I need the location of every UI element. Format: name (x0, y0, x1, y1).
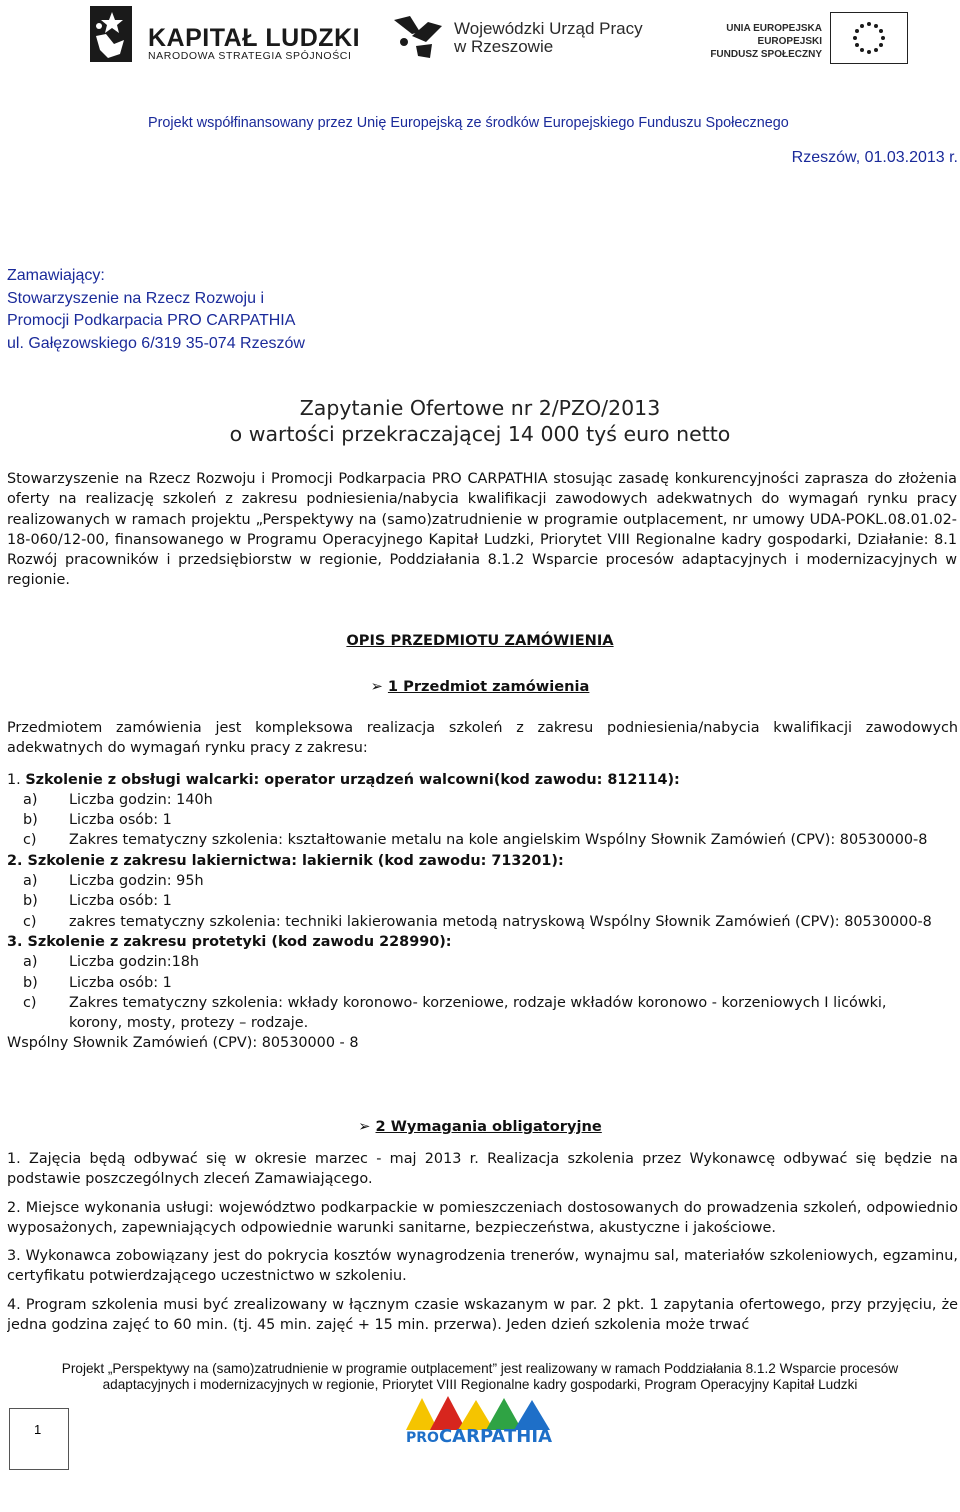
wup-logo-line1: Wojewódzki Urząd Pracy (454, 19, 643, 38)
subitem-label: c) (23, 994, 37, 1011)
document-date: Rzeszów, 01.03.2013 r. (791, 149, 958, 166)
ue-logo-line3: FUNDUSZ SPOŁECZNY (710, 49, 822, 60)
section-marker-icon: ➢ (370, 678, 383, 695)
ue-logo-line1: UNIA EUROPEJSKA (726, 23, 822, 34)
contracting-address: ul. Gałęzowskiego 6/319 35-074 Rzeszów (7, 334, 305, 352)
footer-line1: Projekt „Perspektywy na (samo)zatrudnienie w programie outplacement” jest realizowany w ramach Poddziałania 8.1.2 Wsparcie procesów (61, 1361, 899, 1376)
training-item-heading: Szkolenie z zakresu protetyki (kod zawodu 228990): (27, 933, 452, 950)
contracting-label: Zamawiający: (7, 267, 105, 284)
training-subitem (7, 830, 958, 850)
section2-body (7, 1149, 958, 1335)
contracting-name-line1: Stowarzyszenie na Rzecz Rozwoju i (7, 289, 264, 307)
subitem-text: Liczba godzin: 95h (69, 873, 204, 890)
subitem-label: b) (23, 974, 38, 991)
subitem-text: Liczba osób: 1 (69, 893, 172, 910)
kapital-ludzki-logo-subtitle: NARODOWA STRATEGIA SPÓJNOŚCI (148, 50, 352, 62)
training-item-heading: Szkolenie z zakresu lakiernictwa: lakiernik (kod zawodu: 713201): (27, 852, 564, 869)
subitem-label: a) (23, 954, 38, 971)
requirement-paragraph: 4. Program szkolenia musi być zrealizowany w łącznym czasie wskazanym w par. 2 pkt. 1 zapytania ofertowego, przy przyjęciu, że jedna godzina zajęć to 60 min. (tj. 45 min. zajęć + 15 min. przerwa). Jeden dzień szkolenia może trwać (7, 1296, 958, 1334)
ue-logo-text (690, 22, 822, 61)
footer-line2: adaptacyjnych i modernizacyjnych w regionie, Priorytet VIII Regionalne kadry gospodarki, Program Operacyjny Kapitał Ludzki (102, 1377, 858, 1392)
subitem-text: Zakres tematyczny szkolenia: wkłady koronowo- korzeniowe, rodzaje wkładów koronowo - korzeniowych I licówki, korony, mosty, protezy – rodzaje. (69, 994, 887, 1032)
document-title-line2: o wartości przekraczającej 14 000 tyś euro netto (229, 422, 731, 446)
document-title-line1: Zapytanie Ofertowe nr 2/PZO/2013 (299, 396, 661, 420)
opis-heading-text: OPIS PRZEDMIOTU ZAMÓWIENIA (346, 632, 614, 649)
training-item-number: 2. (7, 852, 23, 869)
section1-heading-text: 1 Przedmiot zamówienia (387, 678, 590, 695)
training-item-number: 1. (7, 771, 21, 788)
requirement-paragraph: 2. Miejsce wykonania usługi: województwo podkarpackie w pomieszczeniach dostosowanych do prowadzenia szkoleń, odpowiednio wyposażonych, zapewniających odpowiednie warunki sanitarne, bezpieczeństwa, akustyczne i jakościowe. (7, 1199, 958, 1236)
section2-heading-text: 2 Wymagania obligatoryjne (375, 1118, 602, 1135)
contracting-authority (7, 265, 427, 355)
training-subitem (7, 973, 958, 993)
wup-logo-line2: w Rzeszowie (454, 37, 554, 56)
section1-lead: Przedmiotem zamówienia jest kompleksowa realizacja szkoleń z zakresu podniesienia/nabycia kwalifikacji zawodowych adekwatnych do wymagań rynku pracy z zakresu: (7, 720, 958, 757)
subitem-label: a) (23, 791, 38, 808)
subitem-label: b) (23, 893, 38, 910)
training-subitem (7, 912, 958, 932)
kapital-ludzki-logo-title: KAPITAŁ LUDZKI (148, 24, 361, 52)
intro-paragraph: Stowarzyszenie na Rzecz Rozwoju i Promocji Podkarpacia PRO CARPATHIA stosując zasadę konkurencyjności zaprasza do złożenia oferty na realizację szkoleń z zakresu podniesienia/nabycia kwalifikacji zawodowych adekwatnych do wymagań rynku pracy realizowanych w ramach projektu „Perspektywy na (samo)zatrudnienie w programie outplacement, nr umowy UDA-POKL.08.01.02-18-060/12-00, finansowanego w Programu Operacyjnego Kapitał Ludzki, Priorytet VIII Regionalne kadry gospodarki, Działanie: 8.1 Rozwój pracowników i przedsiębiorstw w regionie, Poddziałania 8.1.2 Wsparcie procesów adaptacyjnych i modernizacyjnych w regionie. (7, 471, 957, 589)
subitem-label: c) (23, 913, 37, 930)
training-subitem (7, 790, 958, 810)
training-item-heading: Szkolenie z obsługi walcarki: operator urządzeń walcowni(kod zawodu: 812114): (25, 771, 680, 788)
section2-heading (0, 1118, 960, 1135)
section1-cpv: Wspólny Słownik Zamówień (CPV): 80530000 - 8 (7, 1035, 359, 1052)
document-title (0, 395, 960, 447)
requirement-paragraph: 3. Wykonawca zobowiązany jest do pokrycia kosztów wynagrodzenia trenerów, wynajmu sal, materiałów szkoleniowych, egzaminu, certyfikatu potwierdzającego uczestnictwo w szkoleniu. (7, 1248, 958, 1285)
subitem-label: c) (23, 832, 37, 849)
page-number: 1 (34, 1422, 42, 1437)
training-subitem (7, 871, 958, 891)
procarpathia-logo-text: PROCARPATHIA (406, 1426, 552, 1447)
page-number-box (9, 1408, 69, 1470)
training-item-2 (7, 851, 958, 871)
subitem-label: b) (23, 812, 38, 829)
training-item-1 (7, 770, 958, 790)
training-subitem (7, 952, 958, 972)
opis-heading (0, 632, 960, 649)
procarpathia-logo-icon (402, 1394, 562, 1454)
training-item-3 (7, 932, 958, 952)
section-marker-icon: ➢ (358, 1118, 371, 1135)
section1-heading (0, 678, 960, 695)
wup-emblem-icon (392, 12, 448, 60)
subitem-text: Liczba osób: 1 (69, 812, 172, 829)
section1-body (7, 718, 958, 1054)
eu-flag-icon (830, 12, 908, 64)
subitem-label: a) (23, 873, 38, 890)
training-item-number: 3. (7, 933, 23, 950)
cofinance-statement: Projekt współfinansowany przez Unię Europejską ze środków Europejskiego Funduszu Społecznego (148, 115, 789, 131)
ue-logo-line2: EUROPEJSKI (757, 36, 822, 47)
page-footer (0, 1361, 960, 1393)
training-subitem (7, 891, 958, 911)
subitem-text: Liczba godzin:18h (69, 954, 200, 971)
kapital-ludzki-emblem-icon (90, 6, 132, 62)
training-subitem (7, 810, 958, 830)
requirement-paragraph: 1. Zajęcia będą odbywać się w okresie marzec - maj 2013 r. Realizacja szkolenia przez Wykonawcę odbywać się będzie na podstawie poszczególnych zleceń Zamawiającego. (7, 1151, 958, 1188)
subitem-text: zakres tematyczny szkolenia: techniki lakierowania metodą natryskową Wspólny Słownik Zamówień (CPV): 80530000-8 (69, 913, 932, 930)
training-subitem (7, 993, 958, 1034)
subitem-text: Liczba godzin: 140h (69, 791, 213, 808)
subitem-text: Zakres tematyczny szkolenia: kształtowanie metalu na kole angielskim Wspólny Słownik Zamówień (CPV): 80530000-8 (69, 832, 928, 849)
contracting-name-line2: Promocji Podkarpacia PRO CARPATHIA (7, 312, 296, 329)
subitem-text: Liczba osób: 1 (69, 974, 172, 991)
